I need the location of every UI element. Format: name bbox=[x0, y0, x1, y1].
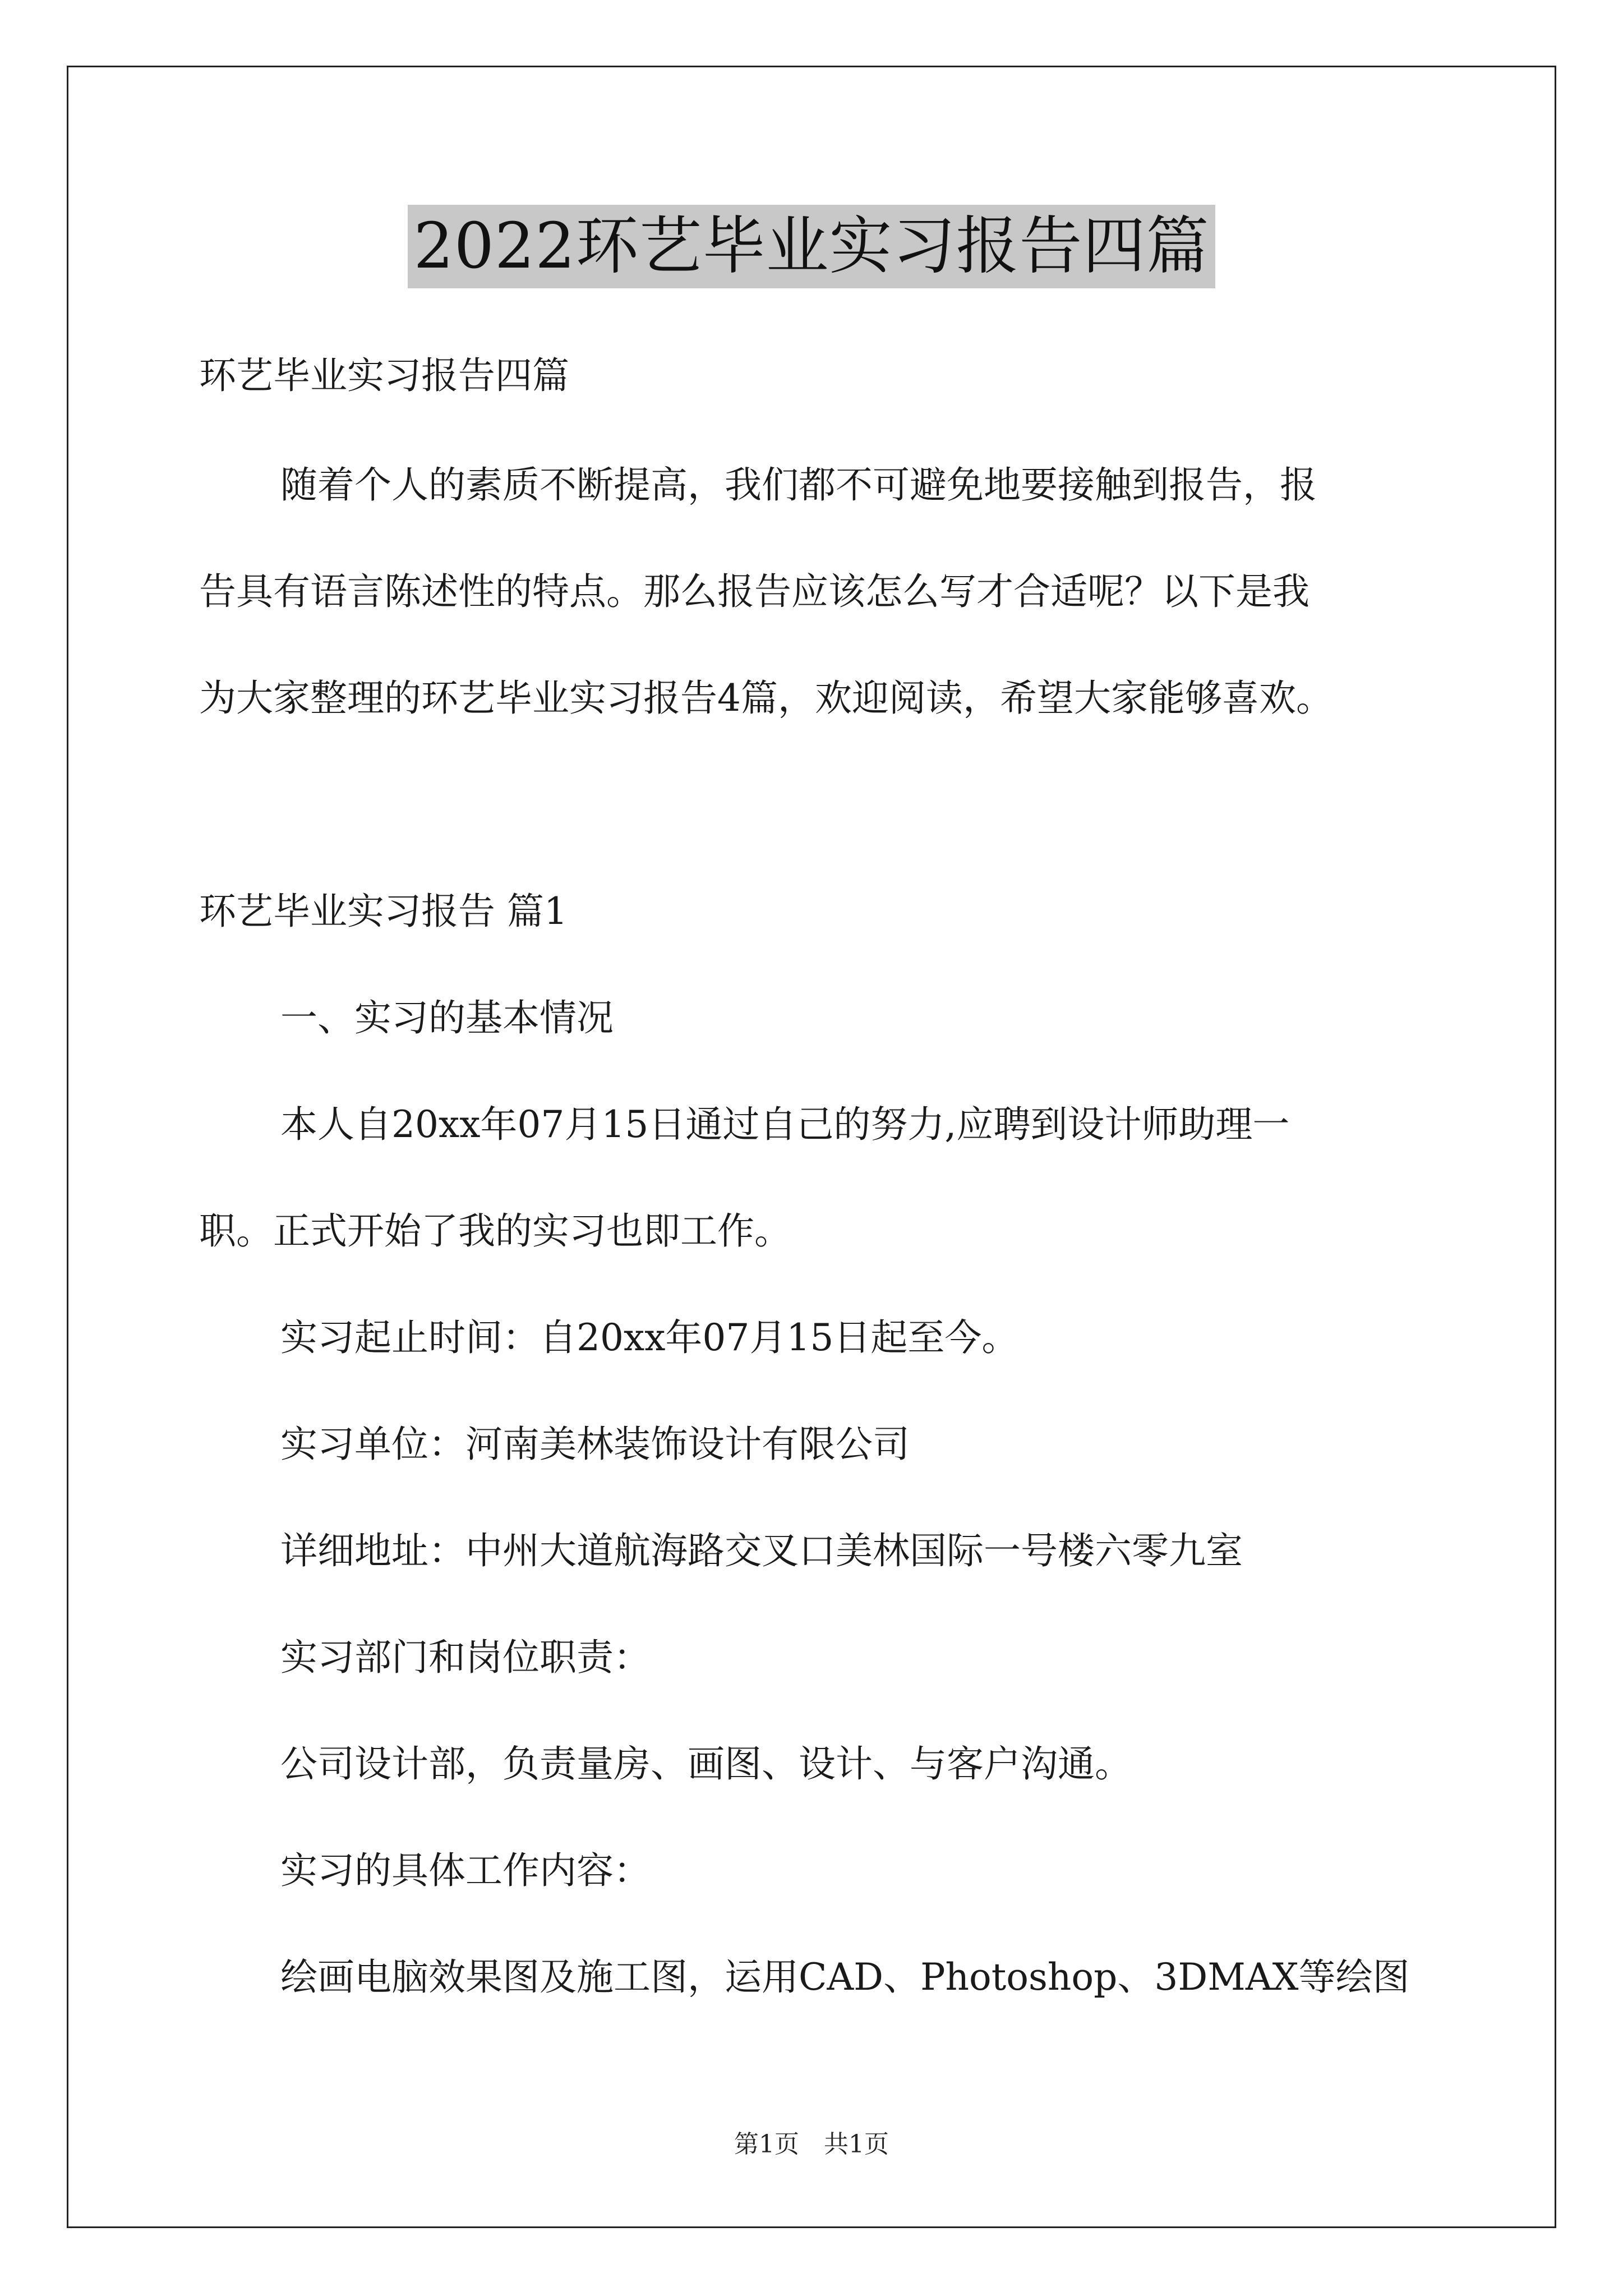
body-line: 实习的具体工作内容： bbox=[280, 1849, 651, 1892]
body-line: 绘画电脑效果图及施工图，运用CAD、Photoshop、3DMAX等绘图 bbox=[280, 1955, 1410, 1999]
page-footer: 第1页 共1页 bbox=[734, 2130, 889, 2159]
body-line: 详细地址：中州大道航海路交叉口美林国际一号楼六零九室 bbox=[280, 1529, 1243, 1572]
title-block bbox=[0, 205, 1623, 288]
subtitle: 环艺毕业实习报告四篇 bbox=[199, 354, 569, 397]
body-line: 一、实习的基本情况 bbox=[280, 996, 614, 1039]
body-line: 职。正式开始了我的实习也即工作。 bbox=[199, 1209, 791, 1253]
body-line: 实习起止时间：自20xx年07月15日起至今。 bbox=[280, 1316, 1019, 1359]
body-line: 本人自20xx年07月15日通过自己的努力,应聘到设计师助理一 bbox=[280, 1103, 1290, 1146]
body-line: 实习部门和岗位职责： bbox=[280, 1636, 651, 1679]
intro-line: 为大家整理的环艺毕业实习报告4篇，欢迎阅读，希望大家能够喜欢。 bbox=[199, 677, 1333, 720]
intro-line: 告具有语言陈述性的特点。那么报告应该怎么写才合适呢？以下是我 bbox=[199, 570, 1310, 613]
section-heading: 环艺毕业实习报告 篇1 bbox=[199, 890, 568, 933]
intro-line: 随着个人的素质不断提高，我们都不可避免地要接触到报告，报 bbox=[280, 463, 1317, 507]
body-line: 公司设计部，负责量房、画图、设计、与客户沟通。 bbox=[280, 1742, 1132, 1786]
body-line: 实习单位：河南美林装饰设计有限公司 bbox=[280, 1423, 910, 1466]
document-title: 2022环艺毕业实习报告四篇 bbox=[408, 205, 1215, 288]
